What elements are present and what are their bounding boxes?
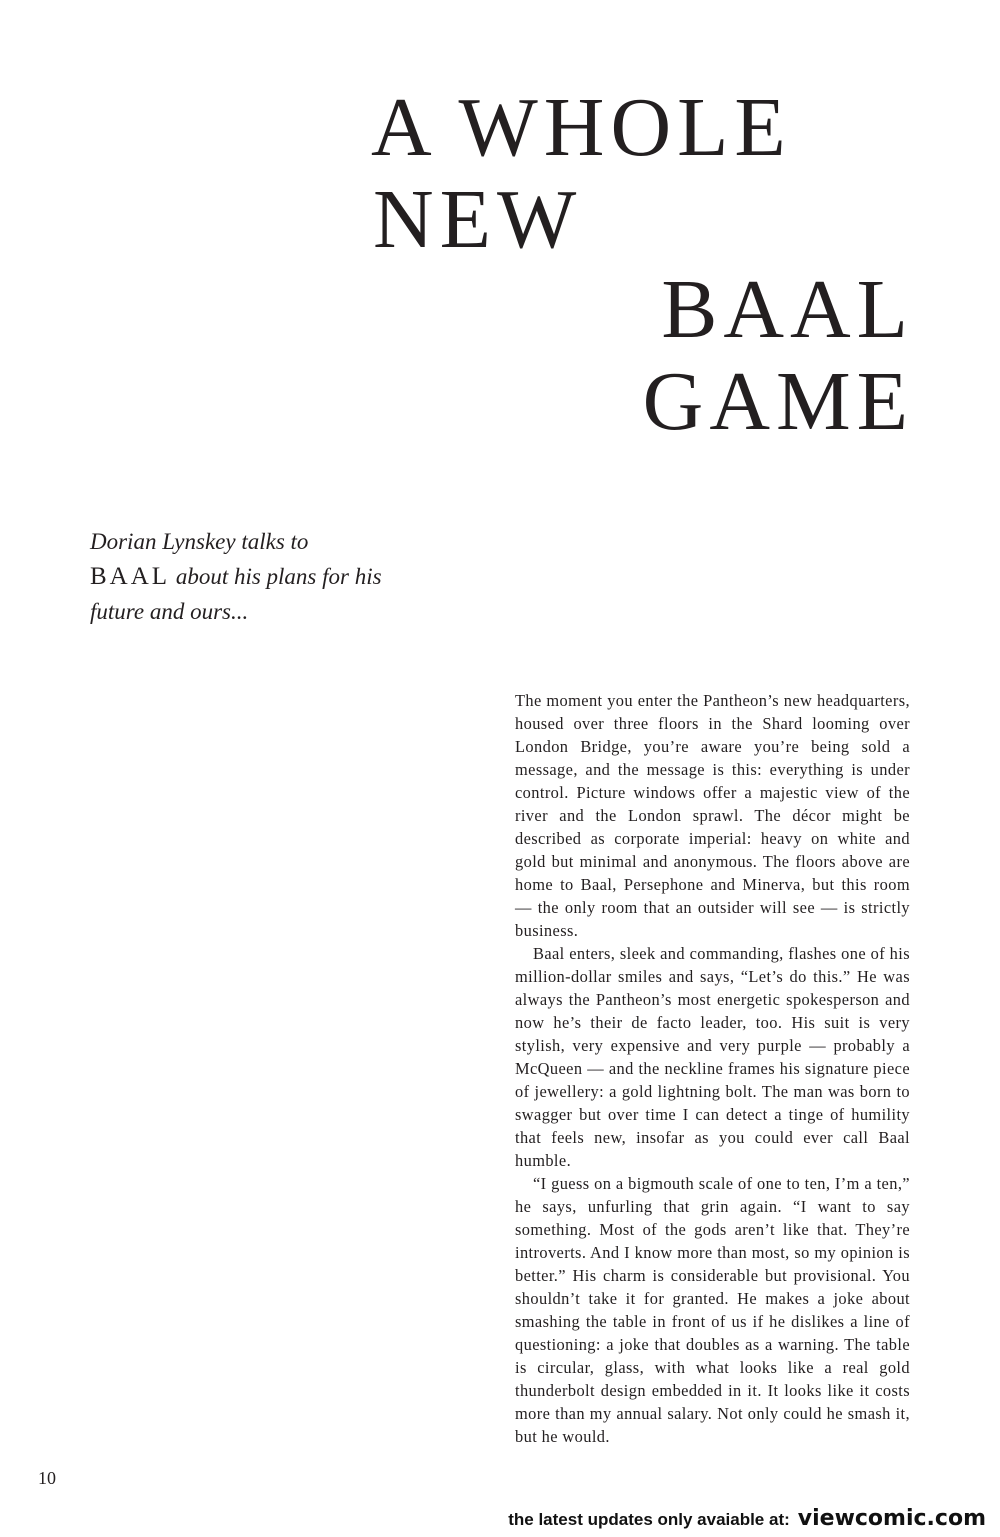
title-line-2: NEW xyxy=(373,173,583,266)
title-line-3: BAAL xyxy=(661,263,914,356)
standfirst-subject: BAAL xyxy=(90,563,171,590)
article-paragraph-3: “I guess on a bigmouth scale of one to ten, I’m a ten,” he says, unfurling that grin again. “I want to say something. Most of the gods aren’t like that. They’re introverts. And I know more than most, so my opinion is better.” His charm is considerable but provisional. You shouldn’t take it for granted. He makes a joke about smashing the table in front of us if he dislikes a line of questioning: a joke that doubles as a warning. The table is circular, glass, with what looks like a real gold thunderbolt design embedded in it. It looks like it costs more than my annual salary. Not only could he smash it, but he would. xyxy=(515,1174,910,1446)
footer-lead-text: the latest updates only avaiable at: xyxy=(508,1510,790,1529)
standfirst-rest: about his plans for his future and ours... xyxy=(90,564,382,624)
article-paragraph-1: The moment you enter the Pantheon’s new headquarters, housed over three floors in the Shard looming over London Bridge, you’re aware you’re being sold a message, and the message is this: everything is under control. Picture windows offer a majestic view of the river and the London sprawl. The décor might be described as corporate imperial: heavy on white and gold but minimal and anonymous. The floors above are home to Baal, Persephone and Minerva, but this room — the only room that an outsider will see — is strictly business. xyxy=(515,691,910,940)
page-number: 10 xyxy=(38,1468,56,1488)
footer-site-link[interactable]: viewcomic.com xyxy=(797,1506,986,1531)
footer-note xyxy=(508,1506,986,1531)
standfirst-intro: Dorian Lynskey talks to xyxy=(90,529,309,554)
title-line-1: A WHOLE xyxy=(371,81,792,174)
standfirst xyxy=(90,524,410,629)
article-paragraph-2: Baal enters, sleek and commanding, flashes one of his million-dollar smiles and says, “Let’s do this.” He was always the Pantheon’s most energetic spokesperson and now he’s their de facto leader, too. His suit is very stylish, very expensive and very purple — probably a McQueen — and the neckline frames his signature piece of jewellery: a gold lightning bolt. The man was born to swagger but over time I can detect a tinge of humility that feels new, insofar as you could ever call Baal humble. xyxy=(515,944,910,1170)
article-body xyxy=(515,689,910,1448)
title-line-4: GAME xyxy=(642,355,914,448)
